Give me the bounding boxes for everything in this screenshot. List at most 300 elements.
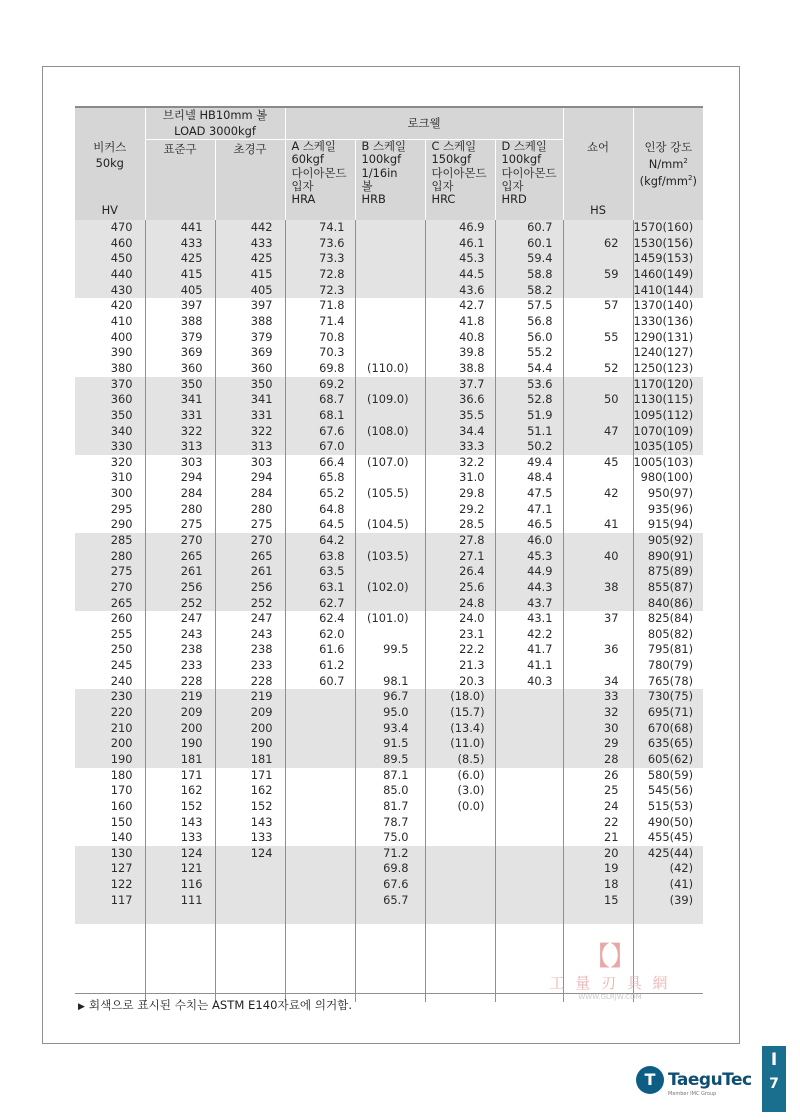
- table-cell: 280: [145, 502, 215, 518]
- table-cell: 56.8: [495, 314, 563, 330]
- table-cell: 122: [75, 877, 145, 893]
- table-row: [75, 549, 703, 565]
- table-row: [75, 908, 703, 924]
- table-cell: [285, 861, 355, 877]
- table-cell: 433: [215, 236, 285, 252]
- table-cell: 190: [215, 736, 285, 752]
- table-cell: 34.4: [425, 424, 495, 440]
- table-cell: 275: [215, 517, 285, 533]
- table-cell: 369: [145, 345, 215, 361]
- table-cell: [285, 705, 355, 721]
- table-cell: 152: [145, 799, 215, 815]
- table-cell: 95.0: [355, 705, 425, 721]
- table-cell: [495, 736, 563, 752]
- table-cell: 15: [563, 893, 633, 909]
- table-cell: 39.8: [425, 345, 495, 361]
- table-cell: 980(100): [633, 470, 703, 486]
- table-cell: 46.0: [495, 533, 563, 549]
- table-cell: 89.5: [355, 752, 425, 768]
- table-cell: 433: [145, 236, 215, 252]
- table-row: [75, 533, 703, 549]
- table-cell: (41): [633, 877, 703, 893]
- table-cell: 116: [145, 877, 215, 893]
- table-cell: 48.4: [495, 470, 563, 486]
- table-cell: [563, 533, 633, 549]
- table-cell: [285, 689, 355, 705]
- table-cell: [563, 408, 633, 424]
- table-cell: 67.0: [285, 439, 355, 455]
- table-cell: 150: [110, 814, 133, 829]
- table-cell: 26.4: [425, 564, 495, 580]
- table-cell: 290: [110, 517, 133, 532]
- table-cell: [563, 377, 633, 393]
- table-cell: 390: [110, 345, 133, 360]
- table-row: [75, 502, 703, 518]
- table-cell: (8.5): [425, 752, 495, 768]
- table-cell: 441: [145, 220, 215, 236]
- brand-logo: T TaeguTec Member IMC Group: [636, 1066, 752, 1094]
- table-cell: 380: [110, 360, 133, 375]
- table-cell: 73.3: [285, 251, 355, 267]
- table-cell: 29: [563, 736, 633, 752]
- table-cell: 133: [215, 830, 285, 846]
- table-cell: [563, 596, 633, 612]
- table-cell: [355, 220, 425, 236]
- table-row: [75, 705, 703, 721]
- table-cell: 240: [110, 673, 133, 688]
- table-cell: 219: [215, 689, 285, 705]
- table-cell: 91.5: [355, 736, 425, 752]
- table-cell: 46.9: [425, 220, 495, 236]
- table-cell: 635(65): [633, 736, 703, 752]
- table-cell: 41.8: [425, 314, 495, 330]
- table-cell: 71.2: [355, 846, 425, 862]
- table-cell: [215, 861, 285, 877]
- table-cell: 133: [145, 830, 215, 846]
- table-cell: 1095(112): [633, 408, 703, 424]
- table-cell: 450: [75, 251, 145, 267]
- table-row: [75, 392, 703, 408]
- table-cell: 32: [563, 705, 633, 721]
- table-row: [75, 877, 703, 893]
- table-cell: (102.0): [355, 580, 425, 596]
- table-cell: 440: [75, 267, 145, 283]
- table-cell: 22.2: [425, 642, 495, 658]
- table-row: [75, 345, 703, 361]
- table-cell: 825(84): [633, 611, 703, 627]
- table-cell: 171: [215, 768, 285, 784]
- table-row: [75, 251, 703, 267]
- table-cell: 320: [110, 454, 133, 469]
- table-row: [75, 611, 703, 627]
- table-cell: [355, 596, 425, 612]
- table-cell: 200: [75, 736, 145, 752]
- table-row: [75, 627, 703, 643]
- table-cell: 1570(160): [633, 220, 703, 236]
- table-cell: 313: [145, 439, 215, 455]
- table-cell: 780(79): [633, 658, 703, 674]
- table-row: [75, 236, 703, 252]
- table-cell: [285, 736, 355, 752]
- table-cell: 220: [75, 705, 145, 721]
- table-cell: [563, 564, 633, 580]
- table-cell: 152: [215, 799, 285, 815]
- table-cell: 26: [563, 768, 633, 784]
- table-cell: 24.8: [425, 596, 495, 612]
- table-cell: 322: [145, 424, 215, 440]
- table-cell: 228: [145, 674, 215, 690]
- table-cell: 162: [215, 783, 285, 799]
- table-cell: 21: [563, 830, 633, 846]
- table-cell: [285, 924, 355, 1002]
- table-cell: [355, 314, 425, 330]
- table-row: [75, 893, 703, 909]
- table-cell: [355, 627, 425, 643]
- table-cell: 65.8: [285, 470, 355, 486]
- table-cell: 69.2: [285, 377, 355, 393]
- table-cell: [285, 721, 355, 737]
- table-cell: 905(92): [633, 533, 703, 549]
- table-cell: 388: [145, 314, 215, 330]
- table-cell: 40: [563, 549, 633, 565]
- table-cell: [215, 924, 285, 1002]
- table-cell: [425, 830, 495, 846]
- table-row: [75, 470, 703, 486]
- table-cell: 54.4: [495, 361, 563, 377]
- brinell-std-header: 표준구: [145, 140, 215, 221]
- table-cell: [355, 470, 425, 486]
- table-cell: 470: [75, 220, 145, 236]
- table-cell: 42: [563, 486, 633, 502]
- table-row: [75, 408, 703, 424]
- table-cell: 238: [215, 642, 285, 658]
- table-cell: 280: [215, 502, 285, 518]
- table-cell: 98.1: [355, 674, 425, 690]
- table-cell: 300: [110, 486, 133, 501]
- table-cell: 29.8: [425, 486, 495, 502]
- table-cell: (107.0): [355, 455, 425, 471]
- table-cell: [495, 799, 563, 815]
- table-row: [75, 768, 703, 784]
- table-row: [75, 736, 703, 752]
- table-cell: 420: [110, 298, 133, 313]
- table-cell: 250: [110, 642, 133, 657]
- table-cell: [355, 298, 425, 314]
- table-cell: (110.0): [355, 361, 425, 377]
- table-cell: 27.8: [425, 533, 495, 549]
- table-cell: 38: [563, 580, 633, 596]
- table-cell: 181: [215, 752, 285, 768]
- table-cell: 162: [145, 783, 215, 799]
- table-cell: 30: [563, 721, 633, 737]
- table-cell: 243: [145, 627, 215, 643]
- table-cell: 62: [563, 236, 633, 252]
- table-cell: (105.5): [355, 486, 425, 502]
- table-cell: 69.8: [355, 861, 425, 877]
- table-cell: 64.8: [285, 502, 355, 518]
- table-cell: [355, 533, 425, 549]
- scale-c-header: C 스케일 150kgf 다이아몬드 입자 HRC: [425, 140, 495, 221]
- table-cell: [495, 721, 563, 737]
- table-cell: 284: [215, 486, 285, 502]
- table-cell: (39): [633, 893, 703, 909]
- table-cell: 43.7: [495, 596, 563, 612]
- table-cell: (101.0): [355, 611, 425, 627]
- table-cell: 43.6: [425, 283, 495, 299]
- table-cell: 1370(140): [633, 298, 703, 314]
- table-cell: [563, 658, 633, 674]
- table-cell: [495, 783, 563, 799]
- rockwell-header: 로크웰: [285, 107, 563, 140]
- table-cell: 1330(136): [633, 314, 703, 330]
- table-cell: 57: [563, 298, 633, 314]
- table-cell: 400: [110, 329, 133, 344]
- table-cell: [425, 815, 495, 831]
- table-cell: 73.6: [285, 236, 355, 252]
- table-cell: [355, 408, 425, 424]
- table-cell: 405: [215, 283, 285, 299]
- table-cell: 55: [563, 330, 633, 346]
- watermark: 【】 工 量 刃 具 網 WWW.GLRJW.COM: [540, 942, 680, 1012]
- table-cell: 20: [563, 846, 633, 862]
- table-cell: 243: [215, 627, 285, 643]
- table-row: [75, 424, 703, 440]
- table-cell: 140: [110, 830, 133, 845]
- table-cell: [215, 877, 285, 893]
- table-cell: [355, 502, 425, 518]
- table-cell: 270: [145, 533, 215, 549]
- table-row: [75, 439, 703, 455]
- table-cell: 31.0: [425, 470, 495, 486]
- table-cell: 247: [145, 611, 215, 627]
- table-cell: 310: [110, 470, 133, 485]
- table-cell: 294: [215, 470, 285, 486]
- table-row: [75, 721, 703, 737]
- table-cell: 360: [215, 361, 285, 377]
- table-cell: 256: [215, 580, 285, 596]
- table-cell: 75.0: [355, 830, 425, 846]
- table-cell: 605(62): [633, 752, 703, 768]
- table-cell: 442: [215, 220, 285, 236]
- table-row: [75, 486, 703, 502]
- table-cell: (108.0): [355, 424, 425, 440]
- table-cell: 350: [145, 377, 215, 393]
- table-cell: [355, 564, 425, 580]
- table-cell: 270: [75, 580, 145, 596]
- table-cell: (103.5): [355, 549, 425, 565]
- table-cell: 47.5: [495, 486, 563, 502]
- table-cell: 60.7: [285, 674, 355, 690]
- table-cell: 397: [145, 298, 215, 314]
- table-cell: 840(86): [633, 596, 703, 612]
- table-cell: 62.7: [285, 596, 355, 612]
- table-cell: (13.4): [425, 721, 495, 737]
- table-cell: 130: [75, 846, 145, 862]
- table-cell: 397: [215, 298, 285, 314]
- table-row: [75, 674, 703, 690]
- table-cell: 38.8: [425, 361, 495, 377]
- table-row: [75, 752, 703, 768]
- table-cell: 127: [75, 861, 145, 877]
- table-cell: 25.6: [425, 580, 495, 596]
- table-cell: (109.0): [355, 392, 425, 408]
- scale-a-header: A 스케일 60kgf 다이아몬드 입자 HRA: [285, 140, 355, 221]
- table-cell: 410: [110, 314, 133, 329]
- table-row: [75, 298, 703, 314]
- table-cell: 1410(144): [633, 283, 703, 299]
- table-cell: 1130(115): [633, 392, 703, 408]
- table-cell: 252: [145, 596, 215, 612]
- table-cell: 238: [145, 642, 215, 658]
- table-cell: 260: [110, 611, 133, 626]
- table-cell: [425, 877, 495, 893]
- table-cell: [495, 830, 563, 846]
- table-row: [75, 564, 703, 580]
- table-cell: [563, 470, 633, 486]
- table-cell: 190: [75, 752, 145, 768]
- page-number: 7: [769, 1076, 779, 1092]
- table-cell: 67.6: [355, 877, 425, 893]
- table-cell: 331: [145, 408, 215, 424]
- table-cell: 18: [563, 877, 633, 893]
- table-cell: [285, 752, 355, 768]
- table-row: [75, 783, 703, 799]
- table-cell: 1250(123): [633, 361, 703, 377]
- table-cell: 55.2: [495, 345, 563, 361]
- table-cell: [75, 908, 145, 924]
- table-cell: 545(56): [633, 783, 703, 799]
- table-cell: (0.0): [425, 799, 495, 815]
- table-row: [75, 455, 703, 471]
- table-row: [75, 330, 703, 346]
- table-cell: 49.4: [495, 455, 563, 471]
- table-cell: (3.0): [425, 783, 495, 799]
- table-cell: 255: [110, 626, 133, 641]
- table-cell: 261: [215, 564, 285, 580]
- table-cell: 379: [145, 330, 215, 346]
- table-cell: 180: [110, 767, 133, 782]
- table-cell: 111: [145, 893, 215, 909]
- table-cell: 36.6: [425, 392, 495, 408]
- table-cell: [495, 768, 563, 784]
- table-cell: 430: [75, 283, 145, 299]
- table-cell: 64.5: [285, 517, 355, 533]
- table-cell: [563, 439, 633, 455]
- table-cell: 22: [563, 815, 633, 831]
- table-cell: 68.7: [285, 392, 355, 408]
- table-cell: 59: [563, 267, 633, 283]
- watermark-logo-icon: 【】: [583, 942, 636, 972]
- table-cell: [425, 861, 495, 877]
- table-cell: (6.0): [425, 768, 495, 784]
- table-cell: 1070(109): [633, 424, 703, 440]
- table-cell: (15.7): [425, 705, 495, 721]
- table-cell: 57.5: [495, 298, 563, 314]
- table-cell: 515(53): [633, 799, 703, 815]
- table-cell: 45: [563, 455, 633, 471]
- table-row: [75, 642, 703, 658]
- table-cell: 37: [563, 611, 633, 627]
- brinell-header: 브리넬 HB10mm 볼 LOAD 3000kgf: [145, 107, 285, 140]
- table-cell: 60.1: [495, 236, 563, 252]
- table-cell: [215, 893, 285, 909]
- table-cell: [355, 236, 425, 252]
- table-cell: 78.7: [355, 815, 425, 831]
- table-cell: [425, 908, 495, 924]
- table-cell: 87.1: [355, 768, 425, 784]
- table-cell: [563, 283, 633, 299]
- table-cell: 200: [145, 721, 215, 737]
- table-cell: 70.8: [285, 330, 355, 346]
- table-cell: [563, 314, 633, 330]
- table-cell: 695(71): [633, 705, 703, 721]
- table-cell: 36: [563, 642, 633, 658]
- table-cell: 1240(127): [633, 345, 703, 361]
- table-cell: 490(50): [633, 815, 703, 831]
- table-cell: 41.7: [495, 642, 563, 658]
- table-cell: 370: [75, 377, 145, 393]
- table-cell: 265: [145, 549, 215, 565]
- table-cell: 20.3: [425, 674, 495, 690]
- table-cell: 51.1: [495, 424, 563, 440]
- table-row: [75, 846, 703, 862]
- table-cell: 341: [145, 392, 215, 408]
- table-cell: 1530(156): [633, 236, 703, 252]
- table-cell: 44.9: [495, 564, 563, 580]
- table-cell: 261: [145, 564, 215, 580]
- table-cell: [285, 877, 355, 893]
- table-cell: 265: [215, 549, 285, 565]
- table-cell: 24.0: [425, 611, 495, 627]
- vickers-header: 비커스 50kg HV: [75, 107, 145, 220]
- table-cell: 99.5: [355, 642, 425, 658]
- table-cell: 855(87): [633, 580, 703, 596]
- table-cell: [145, 924, 215, 1002]
- table-row: [75, 314, 703, 330]
- table-cell: [355, 267, 425, 283]
- table-cell: (42): [633, 861, 703, 877]
- table-row: [75, 220, 703, 236]
- table-cell: 360: [75, 392, 145, 408]
- table-cell: 915(94): [633, 517, 703, 533]
- table-cell: [355, 345, 425, 361]
- table-cell: 303: [145, 455, 215, 471]
- table-cell: [563, 627, 633, 643]
- table-cell: [495, 815, 563, 831]
- table-row: [75, 361, 703, 377]
- table-cell: 455(45): [633, 830, 703, 846]
- table-cell: 52.8: [495, 392, 563, 408]
- table-cell: 56.0: [495, 330, 563, 346]
- table-cell: 71.8: [285, 298, 355, 314]
- table-cell: 50: [563, 392, 633, 408]
- table-cell: 890(91): [633, 549, 703, 565]
- table-cell: 28: [563, 752, 633, 768]
- table-cell: 425: [215, 251, 285, 267]
- table-cell: 27.1: [425, 549, 495, 565]
- table-cell: 950(97): [633, 486, 703, 502]
- table-cell: 45.3: [495, 549, 563, 565]
- table-cell: 369: [215, 345, 285, 361]
- table-cell: 50.2: [495, 439, 563, 455]
- table-cell: 379: [215, 330, 285, 346]
- table-cell: 65.7: [355, 893, 425, 909]
- table-cell: 32.2: [425, 455, 495, 471]
- table-cell: 117: [75, 893, 145, 909]
- table-cell: 72.3: [285, 283, 355, 299]
- table-cell: 67.6: [285, 424, 355, 440]
- table-cell: 230: [75, 689, 145, 705]
